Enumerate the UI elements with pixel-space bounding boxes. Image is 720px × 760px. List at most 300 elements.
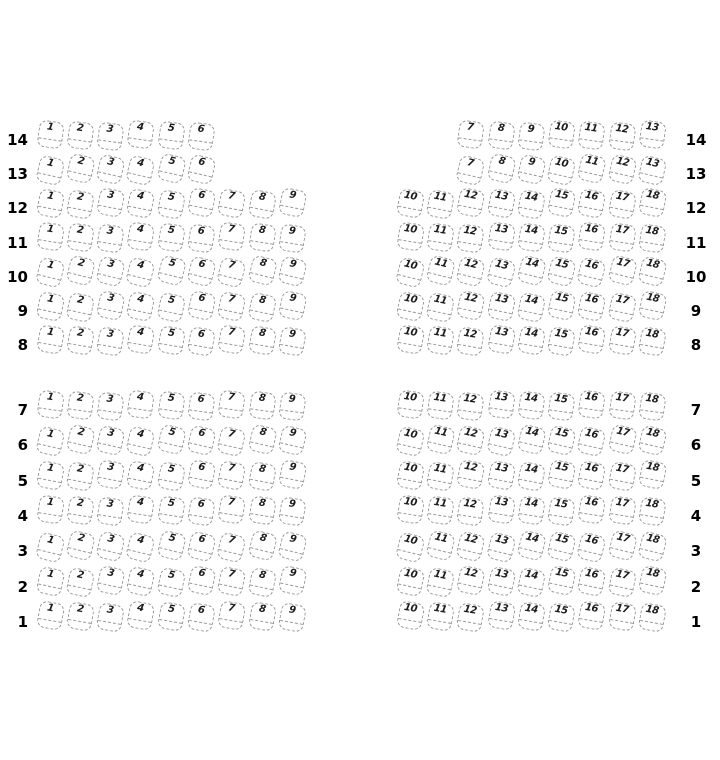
seat[interactable] bbox=[216, 425, 246, 457]
seat[interactable] bbox=[516, 153, 546, 185]
seat[interactable] bbox=[65, 189, 95, 220]
seat[interactable] bbox=[426, 325, 455, 356]
seat[interactable] bbox=[487, 601, 516, 632]
seat[interactable] bbox=[216, 531, 247, 563]
seat[interactable] bbox=[578, 221, 607, 252]
seat[interactable] bbox=[217, 566, 247, 598]
seat-number-label: 12 bbox=[614, 155, 630, 169]
seat[interactable] bbox=[186, 424, 216, 456]
seat[interactable] bbox=[517, 325, 546, 356]
seat[interactable] bbox=[96, 326, 125, 357]
seat[interactable] bbox=[577, 188, 607, 219]
seat[interactable] bbox=[247, 423, 277, 455]
row-label-left: 3 bbox=[17, 542, 28, 561]
seat-divider-line bbox=[249, 585, 272, 591]
seat[interactable] bbox=[65, 423, 95, 455]
seat[interactable] bbox=[546, 256, 577, 288]
seat[interactable] bbox=[425, 423, 455, 455]
seat[interactable] bbox=[426, 222, 455, 253]
seat[interactable] bbox=[637, 424, 667, 456]
seat[interactable] bbox=[516, 461, 546, 492]
seat[interactable] bbox=[186, 530, 217, 562]
seat[interactable] bbox=[456, 565, 486, 597]
seat[interactable] bbox=[637, 256, 668, 288]
seat[interactable] bbox=[487, 495, 516, 526]
seat[interactable] bbox=[638, 565, 668, 597]
seat-number-label: 18 bbox=[645, 532, 661, 547]
seat-divider-line bbox=[428, 585, 451, 591]
seat-number-label: 3 bbox=[106, 258, 116, 271]
seat[interactable] bbox=[638, 326, 667, 357]
seat[interactable] bbox=[36, 601, 65, 632]
seat[interactable] bbox=[125, 257, 156, 289]
seat[interactable] bbox=[577, 324, 606, 355]
seat-number-label: 1 bbox=[45, 190, 55, 203]
seat[interactable] bbox=[96, 187, 126, 218]
seat-number-label: 12 bbox=[463, 291, 479, 305]
seat-divider-line bbox=[68, 309, 91, 315]
seat[interactable] bbox=[217, 460, 247, 491]
seat[interactable] bbox=[576, 425, 606, 457]
seat-number-label: 16 bbox=[584, 189, 600, 203]
seat[interactable] bbox=[278, 187, 308, 218]
seat-divider-line bbox=[159, 408, 182, 412]
seat[interactable] bbox=[96, 289, 126, 321]
seat[interactable] bbox=[35, 188, 65, 219]
seat[interactable] bbox=[278, 391, 307, 421]
seat[interactable] bbox=[638, 289, 668, 321]
seat[interactable] bbox=[156, 189, 186, 220]
seat[interactable] bbox=[547, 119, 576, 149]
seat[interactable] bbox=[126, 188, 156, 219]
seat[interactable] bbox=[157, 222, 186, 253]
seat[interactable] bbox=[127, 119, 156, 149]
seat[interactable] bbox=[577, 601, 606, 632]
seat[interactable] bbox=[65, 291, 95, 323]
seat-divider-line bbox=[489, 478, 512, 483]
seat[interactable] bbox=[186, 153, 216, 185]
seat-number-label: 18 bbox=[645, 566, 661, 581]
seat[interactable] bbox=[607, 529, 638, 561]
seat[interactable] bbox=[96, 497, 125, 528]
seat[interactable] bbox=[547, 223, 576, 254]
seat-divider-line bbox=[610, 240, 633, 245]
seat[interactable] bbox=[426, 496, 455, 527]
seat[interactable] bbox=[36, 389, 65, 419]
seat[interactable] bbox=[456, 187, 486, 218]
seat-divider-line bbox=[68, 170, 91, 176]
seat[interactable] bbox=[486, 460, 516, 491]
seat[interactable] bbox=[516, 189, 546, 220]
seat-divider-line bbox=[68, 479, 91, 484]
seat[interactable] bbox=[607, 423, 637, 455]
seat[interactable] bbox=[277, 256, 308, 288]
seat[interactable] bbox=[126, 324, 155, 355]
seat[interactable] bbox=[547, 326, 576, 357]
seat[interactable] bbox=[578, 120, 607, 150]
seat[interactable] bbox=[425, 291, 455, 323]
seat[interactable] bbox=[638, 119, 667, 149]
seat[interactable] bbox=[96, 121, 125, 151]
seat[interactable] bbox=[187, 497, 216, 528]
seat[interactable] bbox=[96, 459, 126, 490]
seat[interactable] bbox=[516, 423, 546, 455]
seat[interactable] bbox=[425, 189, 455, 220]
seat[interactable] bbox=[456, 602, 485, 633]
seat[interactable] bbox=[487, 324, 516, 355]
seat[interactable] bbox=[637, 530, 668, 562]
seat[interactable] bbox=[95, 424, 125, 456]
seat[interactable] bbox=[277, 424, 307, 456]
seat-divider-line bbox=[220, 618, 243, 623]
seat[interactable] bbox=[578, 389, 607, 419]
seat[interactable] bbox=[156, 152, 186, 184]
seat[interactable] bbox=[157, 602, 186, 633]
seat-number-label: 9 bbox=[287, 328, 297, 340]
seat[interactable] bbox=[247, 461, 277, 492]
seat[interactable] bbox=[247, 529, 278, 561]
seat-divider-line bbox=[128, 443, 151, 449]
seat[interactable] bbox=[95, 153, 125, 185]
seat[interactable] bbox=[125, 154, 155, 186]
seat-divider-line bbox=[640, 307, 663, 313]
seat[interactable] bbox=[247, 602, 276, 633]
seat[interactable] bbox=[425, 255, 456, 287]
seat[interactable] bbox=[396, 495, 425, 526]
seat[interactable] bbox=[36, 221, 65, 252]
seat[interactable] bbox=[36, 119, 65, 149]
seat[interactable] bbox=[125, 425, 155, 457]
seat[interactable] bbox=[638, 497, 667, 528]
seat-number-label: 16 bbox=[584, 461, 600, 476]
seat-number-label: 6 bbox=[197, 533, 207, 546]
seat[interactable] bbox=[576, 257, 607, 289]
seat[interactable] bbox=[395, 188, 425, 219]
seat-divider-line bbox=[159, 272, 182, 279]
seat-number-label: 5 bbox=[167, 426, 176, 439]
seat[interactable] bbox=[456, 459, 486, 490]
seat[interactable] bbox=[247, 255, 278, 287]
seat[interactable] bbox=[217, 188, 247, 219]
seat[interactable] bbox=[35, 425, 65, 457]
seat[interactable] bbox=[65, 567, 95, 599]
seat[interactable] bbox=[187, 326, 216, 357]
seat-divider-line bbox=[98, 344, 121, 349]
seat[interactable] bbox=[608, 602, 637, 633]
seat[interactable] bbox=[396, 221, 425, 252]
seat[interactable] bbox=[65, 152, 95, 184]
seat[interactable] bbox=[516, 567, 546, 599]
seat[interactable] bbox=[546, 154, 576, 186]
seat[interactable] bbox=[486, 566, 516, 598]
seat-number-label: 11 bbox=[433, 425, 449, 440]
seat[interactable] bbox=[217, 495, 246, 526]
seat[interactable] bbox=[395, 566, 425, 598]
seat[interactable] bbox=[577, 460, 607, 491]
seat[interactable] bbox=[396, 389, 425, 419]
seat-number-label: 8 bbox=[258, 532, 268, 545]
seat[interactable] bbox=[516, 291, 546, 323]
seat[interactable] bbox=[35, 566, 65, 598]
seat[interactable] bbox=[395, 425, 425, 457]
seat[interactable] bbox=[216, 257, 247, 289]
seat[interactable] bbox=[278, 289, 308, 321]
seat[interactable] bbox=[486, 425, 516, 457]
seat[interactable] bbox=[608, 390, 637, 420]
seat-number-label: 18 bbox=[644, 392, 660, 406]
seat[interactable] bbox=[547, 391, 576, 421]
seat-divider-line bbox=[189, 205, 212, 210]
seat[interactable] bbox=[485, 257, 516, 289]
seat-number-label: 8 bbox=[258, 257, 268, 270]
seat[interactable] bbox=[608, 325, 637, 356]
seat-divider-line bbox=[459, 477, 482, 482]
seat[interactable] bbox=[157, 325, 186, 356]
seat[interactable] bbox=[66, 496, 95, 527]
seat[interactable] bbox=[217, 601, 246, 632]
seat-divider-line bbox=[189, 620, 212, 625]
seat[interactable] bbox=[35, 290, 65, 322]
seat-divider-line bbox=[98, 273, 121, 280]
seat-divider-line bbox=[610, 514, 633, 519]
seat[interactable] bbox=[517, 602, 546, 633]
seat-number-label: 4 bbox=[136, 156, 146, 170]
seat[interactable] bbox=[425, 567, 455, 599]
seat[interactable] bbox=[96, 565, 126, 597]
seat[interactable] bbox=[516, 255, 547, 287]
seat[interactable] bbox=[487, 221, 516, 252]
seat[interactable] bbox=[577, 152, 607, 184]
seat[interactable] bbox=[517, 496, 546, 527]
seat[interactable] bbox=[278, 459, 308, 490]
seat-divider-line bbox=[640, 344, 663, 349]
seat[interactable] bbox=[486, 188, 516, 219]
seat[interactable] bbox=[456, 391, 485, 421]
seat-divider-line bbox=[488, 443, 511, 449]
seat[interactable] bbox=[66, 222, 95, 253]
seat[interactable] bbox=[126, 566, 156, 598]
seat[interactable] bbox=[394, 531, 425, 563]
seat[interactable] bbox=[247, 325, 276, 356]
seat[interactable] bbox=[486, 152, 516, 184]
seat[interactable] bbox=[638, 391, 667, 421]
seat[interactable] bbox=[156, 423, 186, 455]
seat[interactable] bbox=[217, 221, 246, 252]
seat-divider-line bbox=[610, 619, 633, 624]
seat[interactable] bbox=[395, 460, 425, 491]
seat[interactable] bbox=[187, 459, 217, 490]
seat[interactable] bbox=[456, 289, 486, 321]
seat[interactable] bbox=[156, 255, 187, 287]
seat-number-label: 9 bbox=[526, 122, 535, 135]
seat-number-label: 4 bbox=[136, 496, 145, 509]
seat[interactable] bbox=[607, 189, 637, 220]
seat[interactable] bbox=[156, 461, 186, 492]
seat[interactable] bbox=[278, 565, 308, 597]
seat[interactable] bbox=[65, 529, 96, 561]
row-label-right: 9 bbox=[690, 302, 702, 320]
seat[interactable] bbox=[187, 391, 216, 421]
seat-divider-line bbox=[428, 207, 451, 212]
seat[interactable] bbox=[457, 119, 486, 149]
seat[interactable] bbox=[455, 154, 485, 186]
seat[interactable] bbox=[186, 256, 217, 288]
seat[interactable] bbox=[36, 324, 65, 355]
seat[interactable] bbox=[125, 531, 156, 563]
seat[interactable] bbox=[487, 120, 516, 150]
seat[interactable] bbox=[217, 324, 246, 355]
seat[interactable] bbox=[127, 495, 156, 526]
seat[interactable] bbox=[187, 223, 216, 254]
seat[interactable] bbox=[426, 602, 455, 633]
seat[interactable] bbox=[156, 529, 187, 561]
seat[interactable] bbox=[638, 459, 668, 490]
seat-number-label: 11 bbox=[432, 326, 448, 340]
seat[interactable] bbox=[96, 391, 125, 421]
seat[interactable] bbox=[425, 461, 455, 492]
seat[interactable] bbox=[157, 390, 186, 420]
seat-number-label: 10 bbox=[553, 156, 570, 170]
seat[interactable] bbox=[66, 120, 95, 150]
seat[interactable] bbox=[187, 602, 216, 633]
seat[interactable] bbox=[577, 566, 607, 598]
seat[interactable] bbox=[576, 531, 607, 563]
seat[interactable] bbox=[247, 567, 277, 599]
seat[interactable] bbox=[278, 602, 307, 633]
seat[interactable] bbox=[95, 256, 126, 288]
seat[interactable] bbox=[608, 496, 637, 527]
seat[interactable] bbox=[456, 326, 485, 357]
seat[interactable] bbox=[187, 187, 217, 218]
seat[interactable] bbox=[487, 389, 516, 419]
seat[interactable] bbox=[516, 529, 547, 561]
seat[interactable] bbox=[247, 189, 277, 220]
seat[interactable] bbox=[34, 257, 65, 289]
seat-number-label: 5 bbox=[166, 191, 176, 204]
seat-divider-line bbox=[398, 206, 421, 211]
seat[interactable] bbox=[607, 291, 637, 323]
seat[interactable] bbox=[577, 290, 607, 322]
seat[interactable] bbox=[127, 221, 156, 252]
seat[interactable] bbox=[65, 255, 96, 287]
seat[interactable] bbox=[426, 390, 455, 420]
seat[interactable] bbox=[455, 530, 486, 562]
seat[interactable] bbox=[425, 529, 456, 561]
seat[interactable] bbox=[607, 153, 637, 185]
seat[interactable] bbox=[65, 461, 95, 492]
seat[interactable] bbox=[456, 497, 485, 528]
seat[interactable] bbox=[638, 187, 668, 218]
seat[interactable] bbox=[187, 565, 217, 597]
seat[interactable] bbox=[157, 120, 186, 150]
seat[interactable] bbox=[547, 187, 577, 218]
seat[interactable] bbox=[517, 222, 546, 253]
seat[interactable] bbox=[608, 121, 637, 151]
seat-number-label: 3 bbox=[106, 461, 115, 474]
seat-divider-line bbox=[249, 309, 272, 315]
seat-number-label: 6 bbox=[196, 328, 206, 340]
seat-divider-line bbox=[98, 307, 121, 313]
seat[interactable] bbox=[66, 602, 95, 633]
seat[interactable] bbox=[277, 530, 308, 562]
seat[interactable] bbox=[547, 289, 577, 321]
seat[interactable] bbox=[546, 530, 577, 562]
seat[interactable] bbox=[248, 390, 277, 420]
seat[interactable] bbox=[278, 326, 307, 357]
seat[interactable] bbox=[486, 290, 516, 322]
seat-number-label: 13 bbox=[493, 567, 509, 582]
seat-divider-line bbox=[549, 409, 572, 413]
seat[interactable] bbox=[517, 390, 546, 420]
seat[interactable] bbox=[248, 222, 277, 253]
seat[interactable] bbox=[485, 531, 516, 563]
seat[interactable] bbox=[638, 223, 667, 254]
seat[interactable] bbox=[607, 255, 638, 287]
seat[interactable] bbox=[396, 601, 425, 632]
seat[interactable] bbox=[66, 390, 95, 420]
seat[interactable] bbox=[394, 257, 425, 289]
seat[interactable] bbox=[547, 459, 577, 490]
seat[interactable] bbox=[248, 496, 277, 527]
seat[interactable] bbox=[127, 389, 156, 419]
seat[interactable] bbox=[637, 154, 667, 186]
seat-number-label: 10 bbox=[402, 496, 418, 510]
seat[interactable] bbox=[35, 154, 65, 186]
seat[interactable] bbox=[156, 291, 186, 323]
seat[interactable] bbox=[608, 222, 637, 253]
seat[interactable] bbox=[607, 461, 637, 492]
seat[interactable] bbox=[607, 567, 637, 599]
seat[interactable] bbox=[456, 223, 485, 254]
seat[interactable] bbox=[187, 121, 216, 151]
seat[interactable] bbox=[126, 460, 156, 491]
seat[interactable] bbox=[547, 602, 576, 633]
seat[interactable] bbox=[66, 325, 95, 356]
seat-number-label: 10 bbox=[402, 533, 418, 548]
seat[interactable] bbox=[278, 497, 307, 528]
seat[interactable] bbox=[187, 289, 217, 321]
seat[interactable] bbox=[638, 602, 667, 633]
seat[interactable] bbox=[126, 601, 155, 632]
seat[interactable] bbox=[517, 121, 546, 151]
seat[interactable] bbox=[96, 223, 125, 254]
seat[interactable] bbox=[455, 256, 486, 288]
seat[interactable] bbox=[157, 496, 186, 527]
seat[interactable] bbox=[156, 567, 186, 599]
seat[interactable] bbox=[578, 495, 607, 526]
seat[interactable] bbox=[95, 530, 126, 562]
seat-number-label: 15 bbox=[554, 257, 570, 272]
seat-divider-line bbox=[38, 513, 61, 518]
seat[interactable] bbox=[546, 424, 576, 456]
seat[interactable] bbox=[96, 602, 125, 633]
seat[interactable] bbox=[547, 497, 576, 528]
seat[interactable] bbox=[455, 424, 485, 456]
seat-divider-line bbox=[38, 206, 61, 211]
seat[interactable] bbox=[36, 495, 65, 526]
seat[interactable] bbox=[547, 565, 577, 597]
seat[interactable] bbox=[218, 389, 247, 419]
seat[interactable] bbox=[35, 460, 65, 491]
seat[interactable] bbox=[396, 324, 425, 355]
seat[interactable] bbox=[126, 290, 156, 322]
seat-divider-line bbox=[219, 443, 242, 449]
seat[interactable] bbox=[34, 531, 65, 563]
seat[interactable] bbox=[395, 290, 425, 322]
seat[interactable] bbox=[247, 291, 277, 323]
seat[interactable] bbox=[278, 223, 307, 254]
seat[interactable] bbox=[217, 290, 247, 322]
